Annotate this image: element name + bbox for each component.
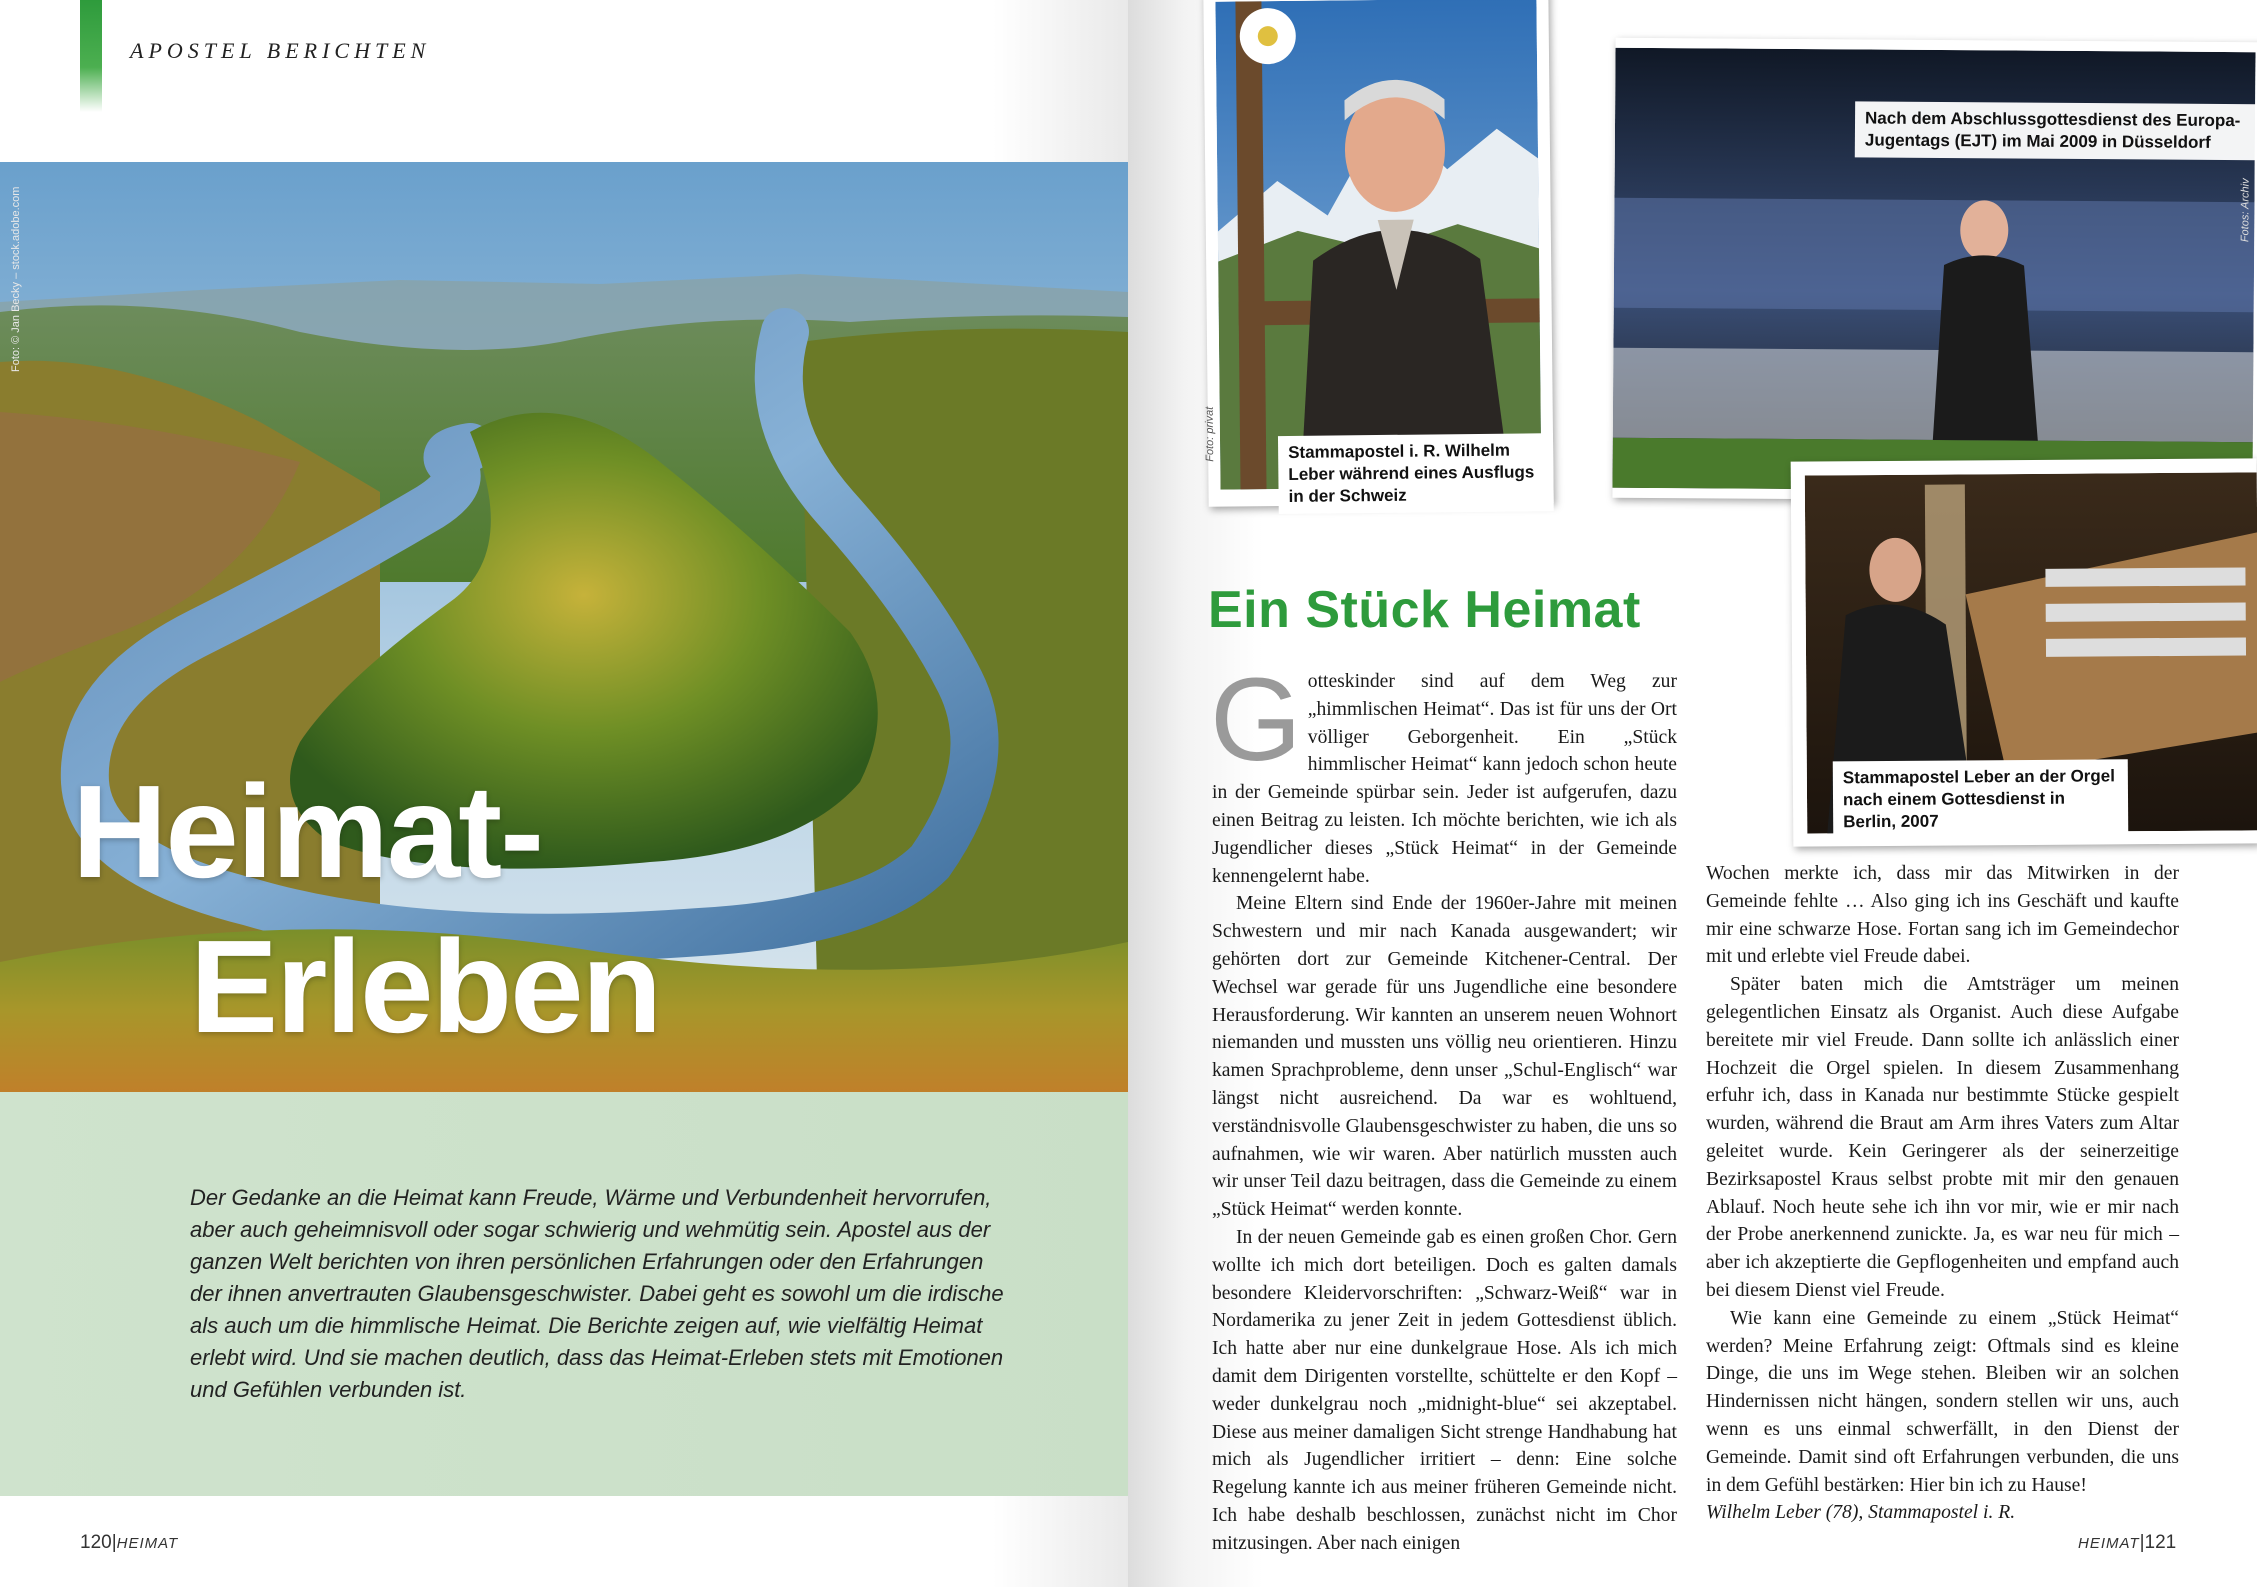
paragraph-4: Wochen merkte ich, dass mir das Mitwirken in der Gemeinde fehlte … Also ging ich ins Geschäft und kaufte mir eine schwarze Hose. Fortan sang ich im Gemeindechor mit und erlebte viel Freude dabei. xyxy=(1706,863,2179,968)
section-color-bar xyxy=(80,0,102,112)
paragraph-2: Meine Eltern sind Ende der 1960er-Jahre mit meinen Schwestern und mir nach Kanada ausgewandert; wir gehörten dort zur Gemeinde Kitchener-Central. Der Wechsel war gerade für uns Jugendliche eine besondere Herausforderung. Wir kannten an unserem neuen Wohnort niemanden und mussten uns völlig neu orientieren. Hinzu kamen Sprachprobleme, denn unser „Schul-Englisch“ war längst nicht ausreichend. Da war es wohltuend, verständnisvolle Glaubensgeschwister zu haben, die uns so aufnahmen, wie wir waren. Aber natürlich mussten auch wir unser Teil dazu beitragen, dass die Gemeinde zu einem „Stück Heimat“ werden konnte. xyxy=(1212,893,1677,1221)
article-title: Ein Stück Heimat xyxy=(1208,581,1641,639)
author-signature: Wilhelm Leber (78), Stammapostel i. R. xyxy=(1706,1502,2016,1524)
photo2-caption: Nach dem Abschlussgottesdienst des Europa-Jugentags (EJT) im Mai 2009 in Düsseldorf xyxy=(1855,101,2257,160)
intro-text: Der Gedanke an die Heimat kann Freude, Wärme und Verbundenheit hervorrufen, aber auch geheimnisvoll oder sogar schwierig und wehmütig sein. Apostel aus der ganzen Welt berichten von ihren persönlichen Erfahrungen oder den Erfahrungen der ihnen anvertrauten Glaubensgeschwister. Dabei geht es sowohl um die irdische als auch um die himmlische Heimat. Die Berichte zeigen auf, wie vielfältig Heimat erlebt wird. Und sie machen deutlich, dass das Heimat-Erleben stets mit Emotionen und Gefühlen verbunden ist. xyxy=(190,1185,1004,1402)
paragraph-1 xyxy=(1210,654,1677,890)
article-column-left xyxy=(1210,654,1677,1558)
photo-leber-switzerland xyxy=(1203,0,1553,507)
photo-credit: Foto: © Jan Becky – stock.adobe.com xyxy=(10,186,22,372)
paragraph-1-text: otteskinder sind auf dem Weg zur „himmlischen Heimat“. Das ist für uns der Ort völliger Geborgenheit. Ein „Stück himmlischer Heimat“ kann jedoch schon heute in der Gemeinde spürbar sein. Jeder ist aufgerufen, dazu einen Beitrag zu leisten. Ich möchte berichten, wie ich als Jugendlicher dieses „Stück Heimat“ in der Gemeinde kennengelernt habe. xyxy=(1212,671,1677,887)
photo2-credit: Fotos: Archiv xyxy=(2239,178,2252,243)
photo-ejt-duesseldorf xyxy=(1612,38,2257,503)
right-page xyxy=(1128,0,2257,1587)
right-folio: HEIMAT|121 xyxy=(2078,1532,2177,1553)
photo1-caption: Stammapostel i. R. Wilhelm Leber während eines Ausflugs in der Schweiz xyxy=(1278,433,1554,514)
left-folio: 120|HEIMAT xyxy=(80,1532,179,1553)
landscape-photo xyxy=(0,162,1128,1092)
article-column-right xyxy=(1706,860,2179,1527)
intro-panel xyxy=(0,1092,1128,1496)
page-number: 120 xyxy=(80,1532,112,1553)
hero-title-line1: Heimat- xyxy=(72,758,543,905)
portrait-image xyxy=(1215,0,1541,490)
paragraph-3: In der neuen Gemeinde gab es einen großen Chor. Gern wollte ich mich dort beteiligen. Doch es galten damals besondere Kleidervorschriften: „Schwarz-Weiß“ war in Nordamerika zu jener Zeit in jedem Gottesdienst üblich. Ich hatte aber nur eine dunkelgraue Hose. Als ich mich damit dem Dirigenten vorstellte, schüttelte er den Kopf – weder dunkelgrau noch „midnight-blue“ sei akzeptabel. Diese aus meiner damaligen Sicht strenge Handhabung hat mich als Jugendlicher irritiert – denn: Eine solche Regelung kannte ich aus meiner früheren Gemeinde nicht. Ich habe deshalb beschlossen, zunächst nicht im Chor mitzusingen. Aber nach einigen xyxy=(1212,1226,1677,1554)
section-label: APOSTEL BERICHTEN xyxy=(130,38,431,63)
running-head: HEIMAT xyxy=(116,1535,179,1552)
hero-title-line2: Erleben xyxy=(190,913,661,1060)
page-number: 121 xyxy=(2144,1532,2177,1553)
photo-leber-organ xyxy=(1791,458,2257,846)
paragraph-6: Wie kann eine Gemeinde zu einem „Stück Heimat“ werden? Meine Erfahrung zeigt: Oftmals sind es kleine Dinge, die uns im Wege stehen. Bleiben wir an solchen Hindernissen nicht hängen, sondern stellen wir uns, auch wenn es uns einmal schwerfällt, in den Dienst der Gemeinde. Damit sind oft Erfahrungen verbunden, die uns in dem Gefühl bestärken: Hier bin ich zu Hause! xyxy=(1706,1307,2179,1496)
running-head: HEIMAT xyxy=(2078,1535,2140,1552)
paragraph-5: Später baten mich die Amtsträger um meinen gelegentlichen Einsatz als Organist. Auch diese Aufgabe bereitete mir viel Freude. Dann sollte ich anlässlich einer Hochzeit die Orgel spielen. In diesem Zusammenhang erfuhr ich, dass in Kanada nur bestimmte Stücke gespielt wurden, während die Braut am Arm ihres Vaters zum Altar geleitet wurde. Kein Geringerer als der seinerzeitige Bezirksapostel Kraus selbst probte mit mir den genauen Ablauf. Noch heute sehe ich ihn vor mir, wie er mir nach der Probe anerkennend zunickte. Ja, es war neu für mich – aber ich akzeptierte die Gepflogenheiten und empfand auch bei diesem Dienst viel Freude. xyxy=(1706,974,2179,1301)
photo1-credit: Foto: privat xyxy=(1203,406,1217,462)
photo3-caption: Stammapostel Leber an der Orgel nach einem Gottesdienst in Berlin, 2007 xyxy=(1833,759,2129,839)
left-page xyxy=(0,0,1128,1587)
drop-cap: G xyxy=(1210,654,1302,786)
